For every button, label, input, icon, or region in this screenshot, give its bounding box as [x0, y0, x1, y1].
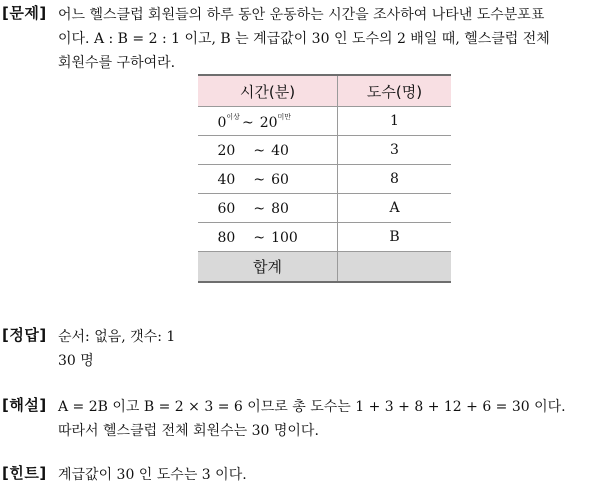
answer-line-1: 순서: 없음, 갯수: 1: [58, 329, 176, 345]
problem-label: [문제]: [2, 4, 47, 22]
table-row: [198, 165, 451, 194]
count-cell: 8: [338, 165, 452, 194]
range-from: 40: [217, 172, 236, 188]
problem-text-line-3: 회원수를 구하여라.: [58, 55, 176, 71]
range-to: 60: [271, 172, 289, 188]
range-from: 20: [217, 143, 236, 159]
table-row: [198, 194, 451, 223]
frequency-table: [198, 74, 451, 283]
answer-line-2: 30 명: [58, 353, 94, 369]
range-from: 60: [217, 201, 236, 217]
explanation-line-1: A = 2B 이고 B = 2 × 3 = 6 이므로 총 도수는 1 + 3 + 8 + 12 + 6 = 30 이다.: [58, 399, 566, 415]
total-value: [338, 252, 452, 283]
range-tilde: ~: [241, 114, 254, 131]
range-tilde: ~: [253, 201, 266, 217]
range-tilde: ~: [253, 143, 266, 159]
time-range-cell: [198, 107, 338, 136]
problem-text-line-2: 이다. A : B = 2 : 1 이고, B 는 계급값이 30 인 도수의 2 배일 때, 헬스클럽 전체: [58, 31, 550, 47]
time-range-cell: [198, 223, 338, 252]
range-tilde: ~: [253, 172, 266, 188]
count-cell: A: [338, 194, 452, 223]
header-count: 도수(명): [338, 75, 452, 107]
header-time: 시간(분): [198, 75, 338, 107]
table-total-row: [198, 252, 451, 283]
table-row: [198, 223, 451, 252]
count-cell: 1: [338, 107, 452, 136]
answer-label: [정답]: [2, 326, 47, 344]
count-cell: B: [338, 223, 452, 252]
table-header-row: [198, 75, 451, 107]
range-from: 0: [217, 114, 227, 131]
range-to: 80: [271, 201, 289, 217]
range-to: 20: [259, 114, 278, 131]
explanation-line-2: 따라서 헬스클럽 전체 회원수는 30 명이다.: [58, 423, 319, 439]
explanation-label: [해설]: [2, 396, 47, 414]
range-from-sup: 이상: [226, 112, 240, 121]
time-range-cell: [198, 165, 338, 194]
table-row: [198, 136, 451, 165]
hint-label: [힌트]: [2, 464, 47, 482]
range-from: 80: [217, 230, 236, 246]
total-label: 합계: [198, 252, 338, 283]
range-tilde: ~: [253, 230, 266, 246]
problem-text-line-1: 어느 헬스클럽 회원들의 하루 동안 운동하는 시간을 조사하여 나타낸 도수분포표: [58, 7, 545, 23]
table-row: [198, 107, 451, 136]
count-cell: 3: [338, 136, 452, 165]
time-range-cell: [198, 194, 338, 223]
range-to: 40: [271, 143, 289, 159]
range-to: 100: [271, 230, 298, 246]
hint-line-1: 계급값이 30 인 도수는 3 이다.: [58, 467, 247, 483]
time-range-cell: [198, 136, 338, 165]
range-to-sup: 미만: [277, 112, 292, 121]
